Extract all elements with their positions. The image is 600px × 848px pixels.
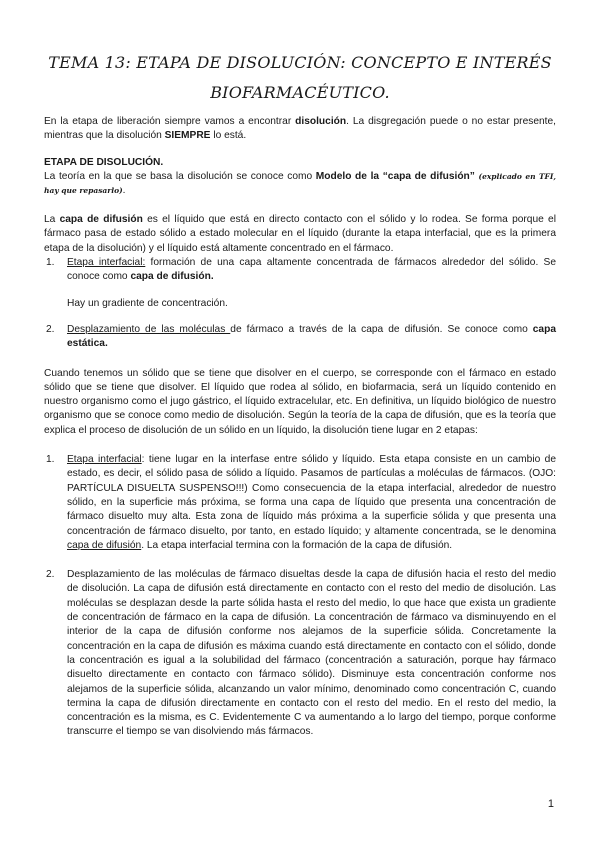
intro-bold-siempre: SIEMPRE: [164, 130, 211, 142]
title-line-2: BIOFARMACÉUTICO.: [210, 83, 390, 102]
theory-note: (explicado en TFI, hay que repasarlo): [44, 171, 556, 195]
list-item: [44, 256, 556, 311]
list-number: 2.: [46, 569, 55, 581]
stage-list-1: [44, 256, 556, 351]
page-number: 1: [547, 798, 554, 810]
list-item-bold: capa estática.: [67, 323, 556, 350]
theory-paragraph: [44, 170, 556, 199]
list-item-extra: Hay un gradiente de concentración.: [67, 297, 228, 309]
intro-text-3: lo está.: [210, 130, 247, 142]
list-number: 2.: [46, 323, 55, 335]
list-item-underlined-term: capa de difusión: [67, 539, 142, 551]
list-item-underlined: Etapa interfacial: [67, 454, 142, 466]
stage-list-2: [44, 453, 556, 740]
intro-paragraph: [44, 115, 556, 144]
capa-text-1: La: [44, 214, 60, 226]
capa-text-2: es el líquido que está en directo contacto con el sólido y lo rodea. Se forma porque el fármaco pasa de estado sólido a estado molecular en el líquido (durante la etapa interfacial, que es la primera etapa de la disolución) y el líquido está altamente concentrado en el fármaco.: [44, 214, 556, 254]
intro-bold-disolucion: disolución: [295, 116, 347, 127]
list-item-underlined: Etapa interfacial:: [67, 257, 146, 269]
list-item-bold: capa de difusión.: [130, 271, 214, 283]
list-item: [44, 568, 556, 740]
list-item-text-end: . La etapa interfacial termina con la formación de la capa de difusión.: [141, 539, 453, 551]
list-item-text: Desplazamiento de las moléculas de fármaco disueltas desde la capa de difusión hacia el resto del medio de disolución. La capa de difusión está directamente en contacto con el resto del medio de disolución. Las moléculas se desplazan desde la parte sólida hasta el resto del medio, lo que hace que exista un gradiente de concentración de fármaco en la capa de difusión. La concentración de fármaco va disminuyendo en el interior de la capa de difusión conforme nos alejamos de la superficie sólida. Concretamente la concentración en la capa de difusión es máxima cuando está directamente en contacto con el sólido, donde la concentración es igual a la solubilidad del fármaco (concentración a saturación, porque hay fármaco disuelto directamente en contacto con fármaco sólido). Disminuye esta concentración conforme nos alejamos de la superficie sólida, alcanzando un valor mínimo, denominado como concentración C, cuando termina la capa de difusión directamente en contacto con el resto del medio. En el resto del medio, la concentración es la misma, es C. Evidentemente C va aumentando a lo largo del tiempo, porque conforme transcurre el tiempo se van disolviendo más fármacos.: [67, 569, 556, 738]
list-number: 1.: [46, 257, 55, 269]
section-heading: ETAPA DE DISOLUCIÓN.: [44, 156, 164, 168]
intro-text-2: . La disgregación puede o no estar presente, mientras que la disolución: [44, 116, 556, 142]
page-title: [44, 48, 556, 108]
theory-text-1: La teoría en la que se basa la disolución se conoce como: [44, 170, 316, 182]
list-item: [44, 323, 556, 352]
list-item-text: formación de una capa altamente concentrada de fármacos alrededor del sólido. Se conoce como: [67, 257, 557, 283]
list-item-text: de fármaco a través de la capa de difusión. Se conoce como: [230, 323, 533, 335]
theory-text-2: .: [122, 184, 126, 196]
title-line-1: TEMA 13: ETAPA DE DISOLUCIÓN: CONCEPTO E INTERÉS: [48, 53, 552, 72]
list-item-underlined: Desplazamiento de las moléculas: [67, 323, 231, 335]
intro-text-1: En la etapa de liberación siempre vamos a encontrar: [44, 116, 296, 127]
list-item: [44, 453, 556, 553]
document-page: [44, 48, 556, 740]
capa-definition-paragraph: [44, 213, 556, 256]
solid-paragraph: Cuando tenemos un sólido que se tiene que disolver en el cuerpo, se corresponde con el fármaco en estado sólido que se tiene que disolver. El líquido que rodea al sólido, en biofarmacia, será un líquido contenido en nuestro organismo como el jugo gástrico, el líquido extracelular, etc. En definitiva, un líquido biológico de nuestro organismo que se conoce como medio de disolución. Según la teoría de la capa de difusión, que es la teoría que explica el proceso de disolución de un sólido en un líquido, la disolución tiene lugar en 2 etapas:: [44, 367, 556, 436]
capa-bold-term: capa de difusión: [59, 214, 143, 226]
list-item-text: : tiene lugar en la interfase entre sólido y líquido. Esta etapa consiste en un cambio de estado, es decir, el sólido pasa de sólido a líquido. Pasamos de partículas a moléculas de fármacos. (OJO: PARTÍCULA DISUELTA SUSPENSO!!!) Como consecuencia de la etapa interfacial, alrededor de nuestro sólido, en la superficie más próxima, se forma una capa de líquido que presenta una concentración de fármaco disuelto muy alta. Esta zona de líquido más próxima a la superficie sólida y que presenta una concentración de fármaco disuelto, por tanto, en estado líquido; y altamente concentrada, se le denomina: [67, 454, 556, 537]
list-number: 1.: [46, 454, 55, 466]
theory-bold-model: Modelo de la “capa de difusión”: [315, 170, 475, 182]
